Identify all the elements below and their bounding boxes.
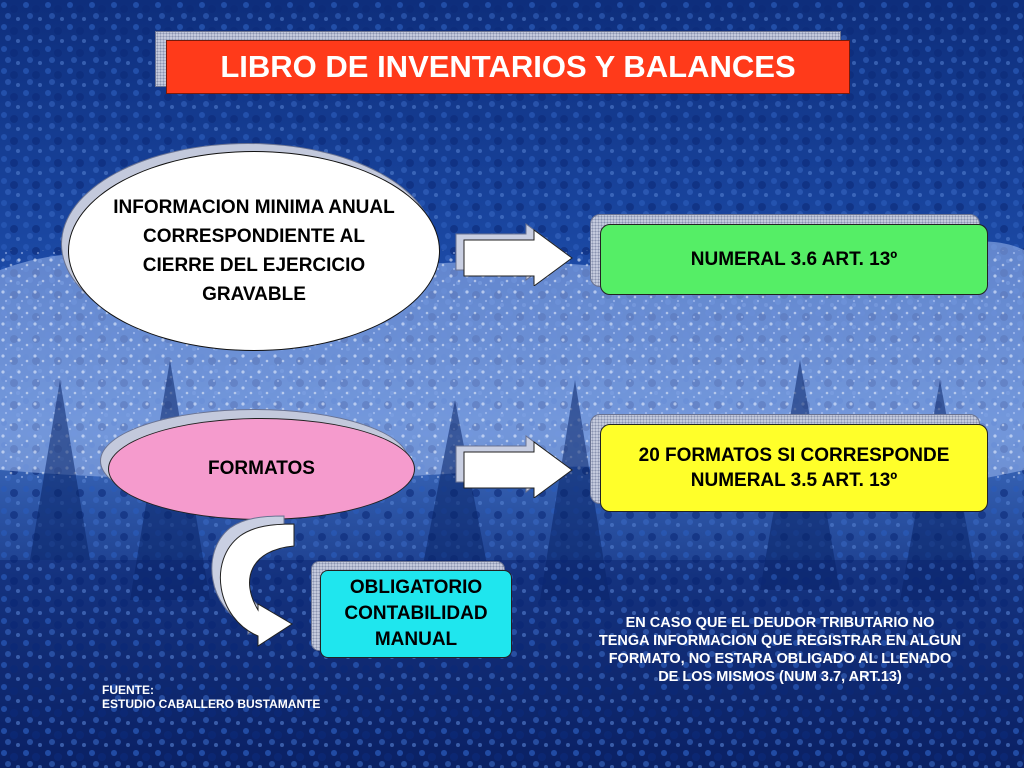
info-line: INFORMACION MINIMA ANUAL xyxy=(113,197,395,218)
curved-arrow-icon xyxy=(200,512,310,652)
source-label: FUENTE: xyxy=(102,683,154,697)
info-line: CORRESPONDIENTE AL xyxy=(142,226,366,247)
note-line: FORMATO, NO ESTARA OBLIGADO AL LLENADO xyxy=(608,651,952,667)
note-text xyxy=(566,614,994,686)
formatos-20-line1: 20 FORMATOS SI CORRESPONDE xyxy=(638,445,950,466)
obligatorio-box xyxy=(320,570,512,658)
numeral-36-label: NUMERAL 3.6 ART. 13º xyxy=(690,248,898,270)
source-value: ESTUDIO CABALLERO BUSTAMANTE xyxy=(102,697,321,711)
page-title: LIBRO DE INVENTARIOS Y BALANCES xyxy=(166,40,850,94)
arrow-right-icon xyxy=(452,220,578,286)
formatos-20-box xyxy=(600,424,988,512)
info-line: GRAVABLE xyxy=(202,284,306,305)
obligatorio-line: CONTABILIDAD xyxy=(344,603,488,624)
obligatorio-line: OBLIGATORIO xyxy=(349,577,483,598)
info-ellipse xyxy=(68,151,440,351)
formatos-20-line2: NUMERAL 3.5 ART. 13º xyxy=(690,470,898,491)
note-line: DE LOS MISMOS (NUM 3.7, ART.13) xyxy=(658,669,902,685)
obligatorio-line: MANUAL xyxy=(374,629,458,650)
source-credit xyxy=(102,683,320,711)
formatos-label: FORMATOS xyxy=(208,458,315,479)
formatos-ellipse xyxy=(108,418,415,520)
numeral-36-box xyxy=(600,224,988,295)
arrow-right-icon xyxy=(452,432,578,498)
note-line: EN CASO QUE EL DEUDOR TRIBUTARIO NO xyxy=(625,615,935,631)
note-line: TENGA INFORMACION QUE REGISTRAR EN ALGUN xyxy=(598,633,962,649)
info-line: CIERRE DEL EJERCICIO xyxy=(142,255,366,276)
